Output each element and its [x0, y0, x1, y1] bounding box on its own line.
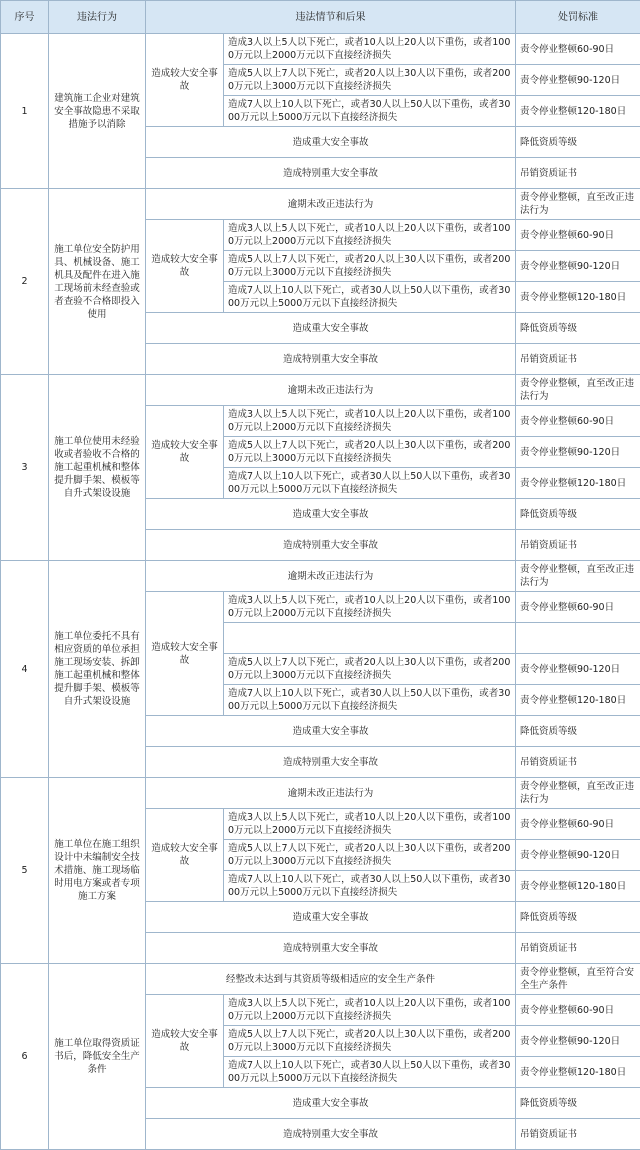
circumstance-text: 造成重大安全事故 — [146, 902, 516, 933]
penalty-text — [516, 623, 640, 654]
penalty-text: 责令停业整顿120-180日 — [516, 871, 640, 902]
penalty-text: 责令停业整顿，直至改正违法行为 — [516, 778, 640, 809]
penalty-text: 责令停业整顿120-180日 — [516, 685, 640, 716]
consequence-text: 造成7人以上10人以下死亡，或者30人以上50人以下重伤，或者3000万元以上5000万元以下直接经济损失 — [224, 282, 516, 313]
table-row — [1, 778, 640, 809]
violation-text: 施工单位使用未经验收或者验收不合格的施工起重机械和整体提升脚手架、模板等自升式架设设施 — [49, 375, 146, 561]
accident-level: 造成较大安全事故 — [146, 220, 224, 313]
penalty-text: 吊销资质证书 — [516, 158, 640, 189]
consequence-text: 造成3人以上5人以下死亡，或者10人以上20人以下重伤，或者1000万元以上2000万元以下直接经济损失 — [224, 34, 516, 65]
table-header — [1, 1, 640, 34]
penalty-text: 降低资质等级 — [516, 716, 640, 747]
violation-text: 施工单位委托不具有相应资质的单位承担施工现场安装、拆卸施工起重机械和整体提升脚手架、模板等自升式架设设施 — [49, 561, 146, 778]
penalty-text: 责令停业整顿，直至符合安全生产条件 — [516, 964, 640, 995]
consequence-text: 造成7人以上10人以下死亡，或者30人以上50人以下重伤，或者3000万元以上5000万元以下直接经济损失 — [224, 685, 516, 716]
header-penalty: 处罚标准 — [516, 1, 640, 34]
consequence-text: 造成3人以上5人以下死亡，或者10人以上20人以下重伤，或者1000万元以上2000万元以下直接经济损失 — [224, 406, 516, 437]
consequence-text: 造成3人以上5人以下死亡，或者10人以上20人以下重伤，或者1000万元以上2000万元以下直接经济损失 — [224, 592, 516, 623]
table-row — [1, 189, 640, 220]
table-row — [1, 561, 640, 592]
penalty-text: 降低资质等级 — [516, 499, 640, 530]
penalty-text: 责令停业整顿60-90日 — [516, 220, 640, 251]
row-number: 1 — [1, 34, 49, 189]
row-number: 3 — [1, 375, 49, 561]
consequence-text: 造成5人以上7人以下死亡，或者20人以上30人以下重伤，或者2000万元以上3000万元以下直接经济损失 — [224, 1026, 516, 1057]
row-number: 4 — [1, 561, 49, 778]
consequence-text: 造成7人以上10人以下死亡，或者30人以上50人以下重伤，或者3000万元以上5000万元以下直接经济损失 — [224, 96, 516, 127]
penalty-text: 责令停业整顿，直至改正违法行为 — [516, 189, 640, 220]
accident-level: 造成较大安全事故 — [146, 995, 224, 1088]
penalty-text: 降低资质等级 — [516, 902, 640, 933]
penalty-text: 吊销资质证书 — [516, 933, 640, 964]
row-number: 5 — [1, 778, 49, 964]
violation-text: 建筑施工企业对建筑安全事故隐患不采取措施予以消除 — [49, 34, 146, 189]
penalty-text: 责令停业整顿60-90日 — [516, 406, 640, 437]
circumstance-text: 造成重大安全事故 — [146, 127, 516, 158]
circumstance-text: 造成重大安全事故 — [146, 1088, 516, 1119]
penalty-text: 责令停业整顿90-120日 — [516, 65, 640, 96]
penalty-text: 责令停业整顿90-120日 — [516, 1026, 640, 1057]
consequence-text: 造成5人以上7人以下死亡，或者20人以上30人以下重伤，或者2000万元以上3000万元以下直接经济损失 — [224, 840, 516, 871]
penalty-text: 责令停业整顿90-120日 — [516, 437, 640, 468]
penalty-text: 责令停业整顿60-90日 — [516, 809, 640, 840]
circumstance-text: 造成特别重大安全事故 — [146, 747, 516, 778]
consequence-text: 造成3人以上5人以下死亡，或者10人以上20人以下重伤，或者1000万元以上2000万元以下直接经济损失 — [224, 220, 516, 251]
table-row — [1, 375, 640, 406]
consequence-text: 造成5人以上7人以下死亡，或者20人以上30人以下重伤，或者2000万元以上3000万元以下直接经济损失 — [224, 65, 516, 96]
accident-level: 造成较大安全事故 — [146, 406, 224, 499]
consequence-text: 造成7人以上10人以下死亡，或者30人以上50人以下重伤，或者3000万元以上5000万元以下直接经济损失 — [224, 468, 516, 499]
penalty-text: 责令停业整顿120-180日 — [516, 282, 640, 313]
violation-text: 施工单位安全防护用具、机械设备、施工机具及配件在进入施工现场前未经查验或者查验不合格即投入使用 — [49, 189, 146, 375]
circumstance-text: 造成重大安全事故 — [146, 499, 516, 530]
penalty-text: 降低资质等级 — [516, 1088, 640, 1119]
accident-level: 造成较大安全事故 — [146, 34, 224, 127]
header-violation: 违法行为 — [49, 1, 146, 34]
row-number: 6 — [1, 964, 49, 1150]
circumstance-text: 造成重大安全事故 — [146, 313, 516, 344]
circumstance-text: 经整改未达到与其资质等级相适应的安全生产条件 — [146, 964, 516, 995]
circumstance-text: 造成特别重大安全事故 — [146, 530, 516, 561]
penalty-text: 降低资质等级 — [516, 313, 640, 344]
consequence-text: 造成7人以上10人以下死亡，或者30人以上50人以下重伤，或者3000万元以上5000万元以下直接经济损失 — [224, 1057, 516, 1088]
circumstance-text: 造成特别重大安全事故 — [146, 344, 516, 375]
accident-level: 造成较大安全事故 — [146, 809, 224, 902]
circumstance-text: 造成重大安全事故 — [146, 716, 516, 747]
consequence-text: 造成5人以上7人以下死亡，或者20人以上30人以下重伤，或者2000万元以上3000万元以下直接经济损失 — [224, 251, 516, 282]
penalty-text: 责令停业整顿90-120日 — [516, 840, 640, 871]
violation-text: 施工单位取得资质证书后，降低安全生产条件 — [49, 964, 146, 1150]
consequence-text — [224, 623, 516, 654]
table-row — [1, 964, 640, 995]
consequence-text: 造成5人以上7人以下死亡，或者20人以上30人以下重伤，或者2000万元以上3000万元以下直接经济损失 — [224, 437, 516, 468]
penalty-text: 责令停业整顿，直至改正违法行为 — [516, 561, 640, 592]
circumstance-text: 逾期未改正违法行为 — [146, 778, 516, 809]
table-row — [1, 34, 640, 65]
circumstance-text: 造成特别重大安全事故 — [146, 158, 516, 189]
circumstance-text: 逾期未改正违法行为 — [146, 561, 516, 592]
table-body — [1, 34, 640, 1150]
header-row — [1, 1, 640, 34]
penalty-text: 吊销资质证书 — [516, 344, 640, 375]
circumstance-text: 造成特别重大安全事故 — [146, 1119, 516, 1150]
penalty-text: 吊销资质证书 — [516, 530, 640, 561]
penalty-text: 责令停业整顿90-120日 — [516, 251, 640, 282]
header-circumstance: 违法情节和后果 — [146, 1, 516, 34]
violation-text: 施工单位在施工组织设计中未编制安全技术措施、施工现场临时用电方案或者专项施工方案 — [49, 778, 146, 964]
consequence-text: 造成3人以上5人以下死亡，或者10人以上20人以下重伤，或者1000万元以上2000万元以下直接经济损失 — [224, 995, 516, 1026]
penalty-text: 责令停业整顿90-120日 — [516, 654, 640, 685]
penalty-text: 责令停业整顿120-180日 — [516, 96, 640, 127]
circumstance-text: 造成特别重大安全事故 — [146, 933, 516, 964]
penalty-text: 责令停业整顿120-180日 — [516, 1057, 640, 1088]
penalty-text: 吊销资质证书 — [516, 747, 640, 778]
penalty-text: 降低资质等级 — [516, 127, 640, 158]
penalty-text: 责令停业整顿120-180日 — [516, 468, 640, 499]
consequence-text: 造成5人以上7人以下死亡，或者20人以上30人以下重伤，或者2000万元以上3000万元以下直接经济损失 — [224, 654, 516, 685]
consequence-text: 造成7人以上10人以下死亡，或者30人以上50人以下重伤，或者3000万元以上5000万元以下直接经济损失 — [224, 871, 516, 902]
row-number: 2 — [1, 189, 49, 375]
circumstance-text: 逾期未改正违法行为 — [146, 189, 516, 220]
penalty-text: 责令停业整顿60-90日 — [516, 34, 640, 65]
penalty-text: 责令停业整顿60-90日 — [516, 995, 640, 1026]
penalty-text: 责令停业整顿，直至改正违法行为 — [516, 375, 640, 406]
penalty-text: 责令停业整顿60-90日 — [516, 592, 640, 623]
penalty-text: 吊销资质证书 — [516, 1119, 640, 1150]
consequence-text: 造成3人以上5人以下死亡，或者10人以上20人以下重伤，或者1000万元以上2000万元以下直接经济损失 — [224, 809, 516, 840]
circumstance-text: 逾期未改正违法行为 — [146, 375, 516, 406]
accident-level: 造成较大安全事故 — [146, 592, 224, 716]
header-no: 序号 — [1, 1, 49, 34]
